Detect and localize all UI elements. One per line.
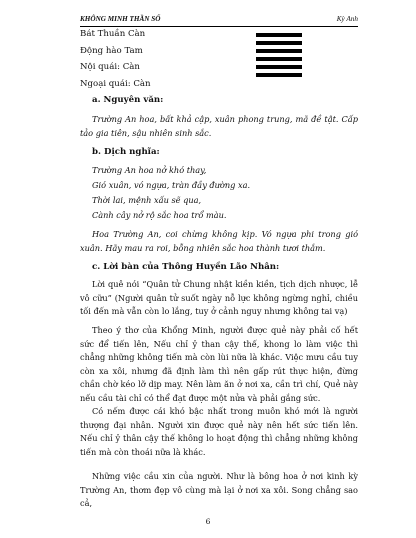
commentary-paragraph: Có nếm được cái khó bậc nhất trong muôn khó mới là người thượng đại nhân. Người xin được quẻ này nên hết sức tiến lên. Nếu chỉ ỷ thân cậy thế không lo hoạt động thì chẳng những không tiến mà còn thoái nữa là khác. [80, 406, 358, 457]
poem-line: Cành cây nở rộ sắc hoa trổ màu. [92, 210, 227, 220]
meta-line: Động hào Tam [80, 45, 143, 56]
meta-line: Bát Thuần Càn [80, 29, 146, 39]
meta-line: Ngoại quái: Càn [80, 78, 151, 89]
hexagram-symbol [256, 33, 302, 81]
commentary-paragraph: Lời quê nói “Quân tử Chung nhật kiền kiền, tịch dịch nhược, lễ vô cữu” (Người quân tử suốt ngày nỗ lực không ngừng nghỉ, chiều tối đến mà vẫn còn lo lắng, tuy ở cảnh nguy nhưng không tai vạ) [80, 279, 358, 316]
yang-line [256, 33, 302, 37]
section-heading-a: a. Nguyên văn: [92, 95, 164, 105]
poem-line: Trường An hoa nở khó thay, [92, 165, 207, 175]
header-author: Kỳ Anh [336, 15, 358, 23]
yang-line [256, 57, 302, 61]
hexagram-info [80, 26, 151, 92]
header-title: KHÔNG MINH THẦN SỐ [80, 15, 161, 23]
original-text: Trường An hoa, bất khả cập, xuân phong trung, mã đề tật. Cấp tảo gia tiên, sậu nhiên sinh sắc. [80, 114, 358, 138]
section-heading-b: b. Dịch nghĩa: [92, 147, 160, 157]
section-heading-c: c. Lời bàn của Thông Huyền Lão Nhân: [92, 262, 280, 272]
translation-text: Hoa Trường An, coi chừng không kịp. Vó ngựa phi trong gió xuân. Hãy mau ra roi, bỗng nhiên sắc hoa thành tươi thắm. [80, 229, 358, 253]
yang-line [256, 65, 302, 69]
running-header [80, 12, 358, 27]
meta-line: Nội quái: Càn [80, 62, 140, 72]
yang-line [256, 49, 302, 53]
yang-line [256, 41, 302, 45]
poem-line: Gió xuân, vó ngựa, tràn đầy đường xa. [92, 180, 251, 190]
commentary-paragraph: Theo ý thơ của Khổng Minh, người được quẻ này phải cố hết sức để tiến lên, Nếu chỉ ỷ than cậy thế, khong lo làm việc thì chẳng những không tiến mà còn lùi nữa là khác. Việc mưu cầu tuy còn xa xôi, nhưng đã định làm thì nên gấp rút thực hiện, đừng chần chờ kéo lỡ dịp may. Nên làm ăn ở nơi xa, cần trì chí, Quẻ này nếu cầu tài chỉ có thể đạt được một nửa và phải gắng sức. [80, 325, 358, 403]
translation-poem [92, 163, 250, 223]
commentary-paragraph: Những việc cầu xin của người. Như là bông hoa ở nơi kinh kỳ Trường An, thơm đẹp vô cùng mà lại ở nơi xa xôi. Song chẳng sao cả, [80, 471, 358, 508]
page-number: 6 [205, 517, 211, 526]
poem-line: Thời lai, mệnh xấu sẽ qua, [92, 195, 202, 205]
yang-line [256, 73, 302, 77]
